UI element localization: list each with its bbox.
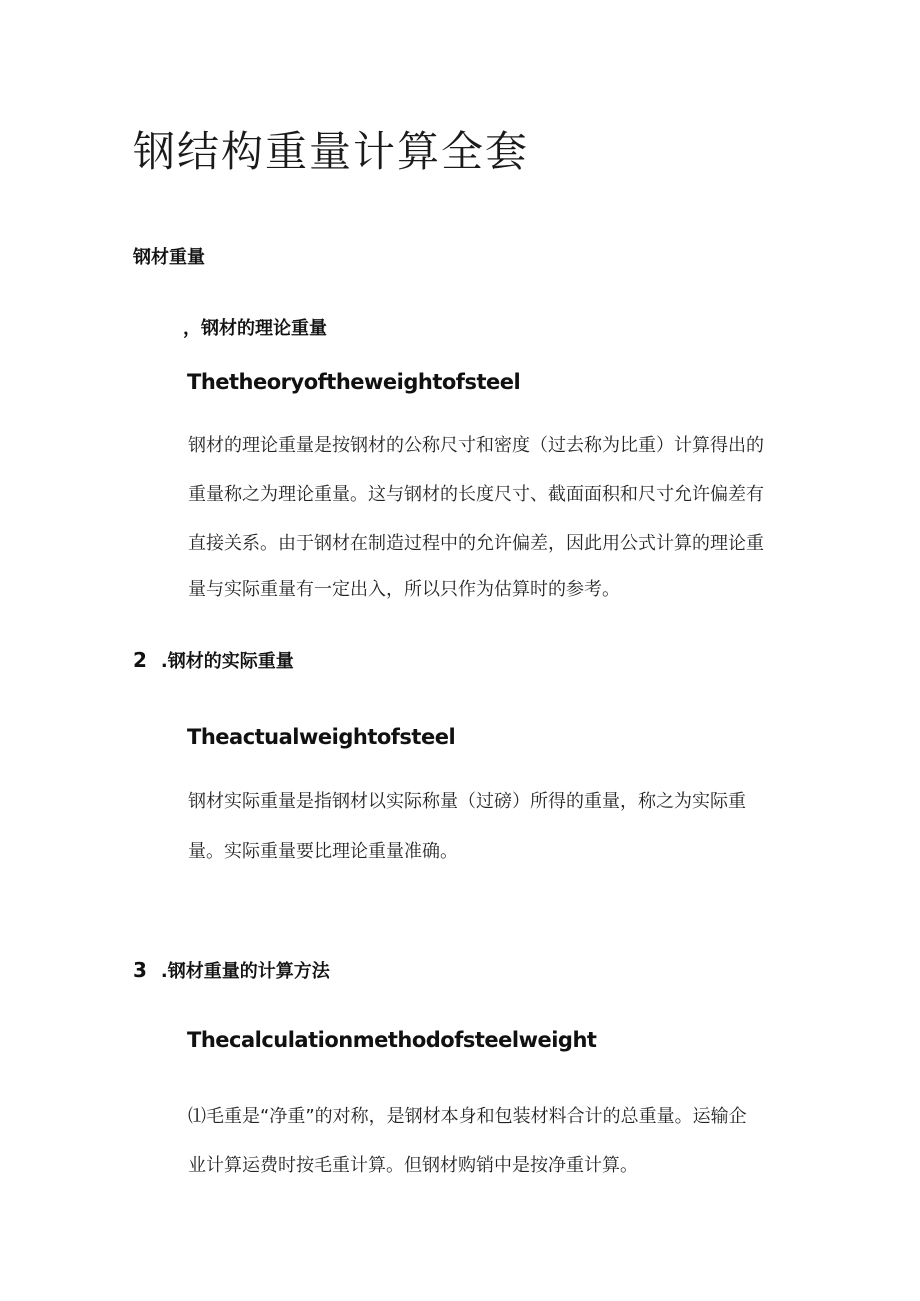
section-heading: 钢材重量 bbox=[133, 247, 205, 268]
item1-paragraph-line: 钢材的理论重量是按钢材的公称尺寸和密度（过去称为比重）计算得出的 bbox=[188, 435, 764, 456]
item2-paragraph-line: 量。实际重量要比理论重量准确。 bbox=[188, 841, 458, 862]
item1-paragraph-line: 重量称之为理论重量。这与钢材的长度尺寸、截面面积和尺寸允许偏差有 bbox=[188, 484, 764, 505]
item2-english-heading: Theactualweightofsteel bbox=[187, 725, 456, 749]
item3-paragraph-line: ⑴毛重是“净重”的对称，是钢材本身和包装材料合计的总重量。运输企 bbox=[188, 1106, 747, 1127]
item2-number: 2 bbox=[133, 648, 147, 672]
item3-paragraph-line: 业计算运费时按毛重计算。但钢材购销中是按净重计算。 bbox=[188, 1155, 638, 1176]
page-title: 钢结构重量计算全套 bbox=[133, 127, 530, 176]
item2-heading-row bbox=[133, 648, 294, 674]
item1-paragraph-line: 量与实际重量有一定出入，所以只作为估算时的参考。 bbox=[188, 579, 620, 600]
item1-heading: ，钢材的理论重量 bbox=[183, 318, 327, 339]
item3-heading-row bbox=[133, 958, 330, 984]
item3-english-heading: Thecalculationmethodofsteelweight bbox=[187, 1028, 597, 1052]
item1-english-heading: Thetheoryoftheweightofsteel bbox=[187, 370, 521, 394]
item2-heading: .钢材的实际重量 bbox=[160, 651, 294, 672]
item2-paragraph-line: 钢材实际重量是指钢材以实际称量（过磅）所得的重量，称之为实际重 bbox=[188, 791, 746, 812]
item3-number: 3 bbox=[133, 958, 147, 982]
item3-heading: .钢材重量的计算方法 bbox=[160, 961, 330, 982]
item1-paragraph-line: 直接关系。由于钢材在制造过程中的允许偏差，因此用公式计算的理论重 bbox=[188, 533, 764, 554]
